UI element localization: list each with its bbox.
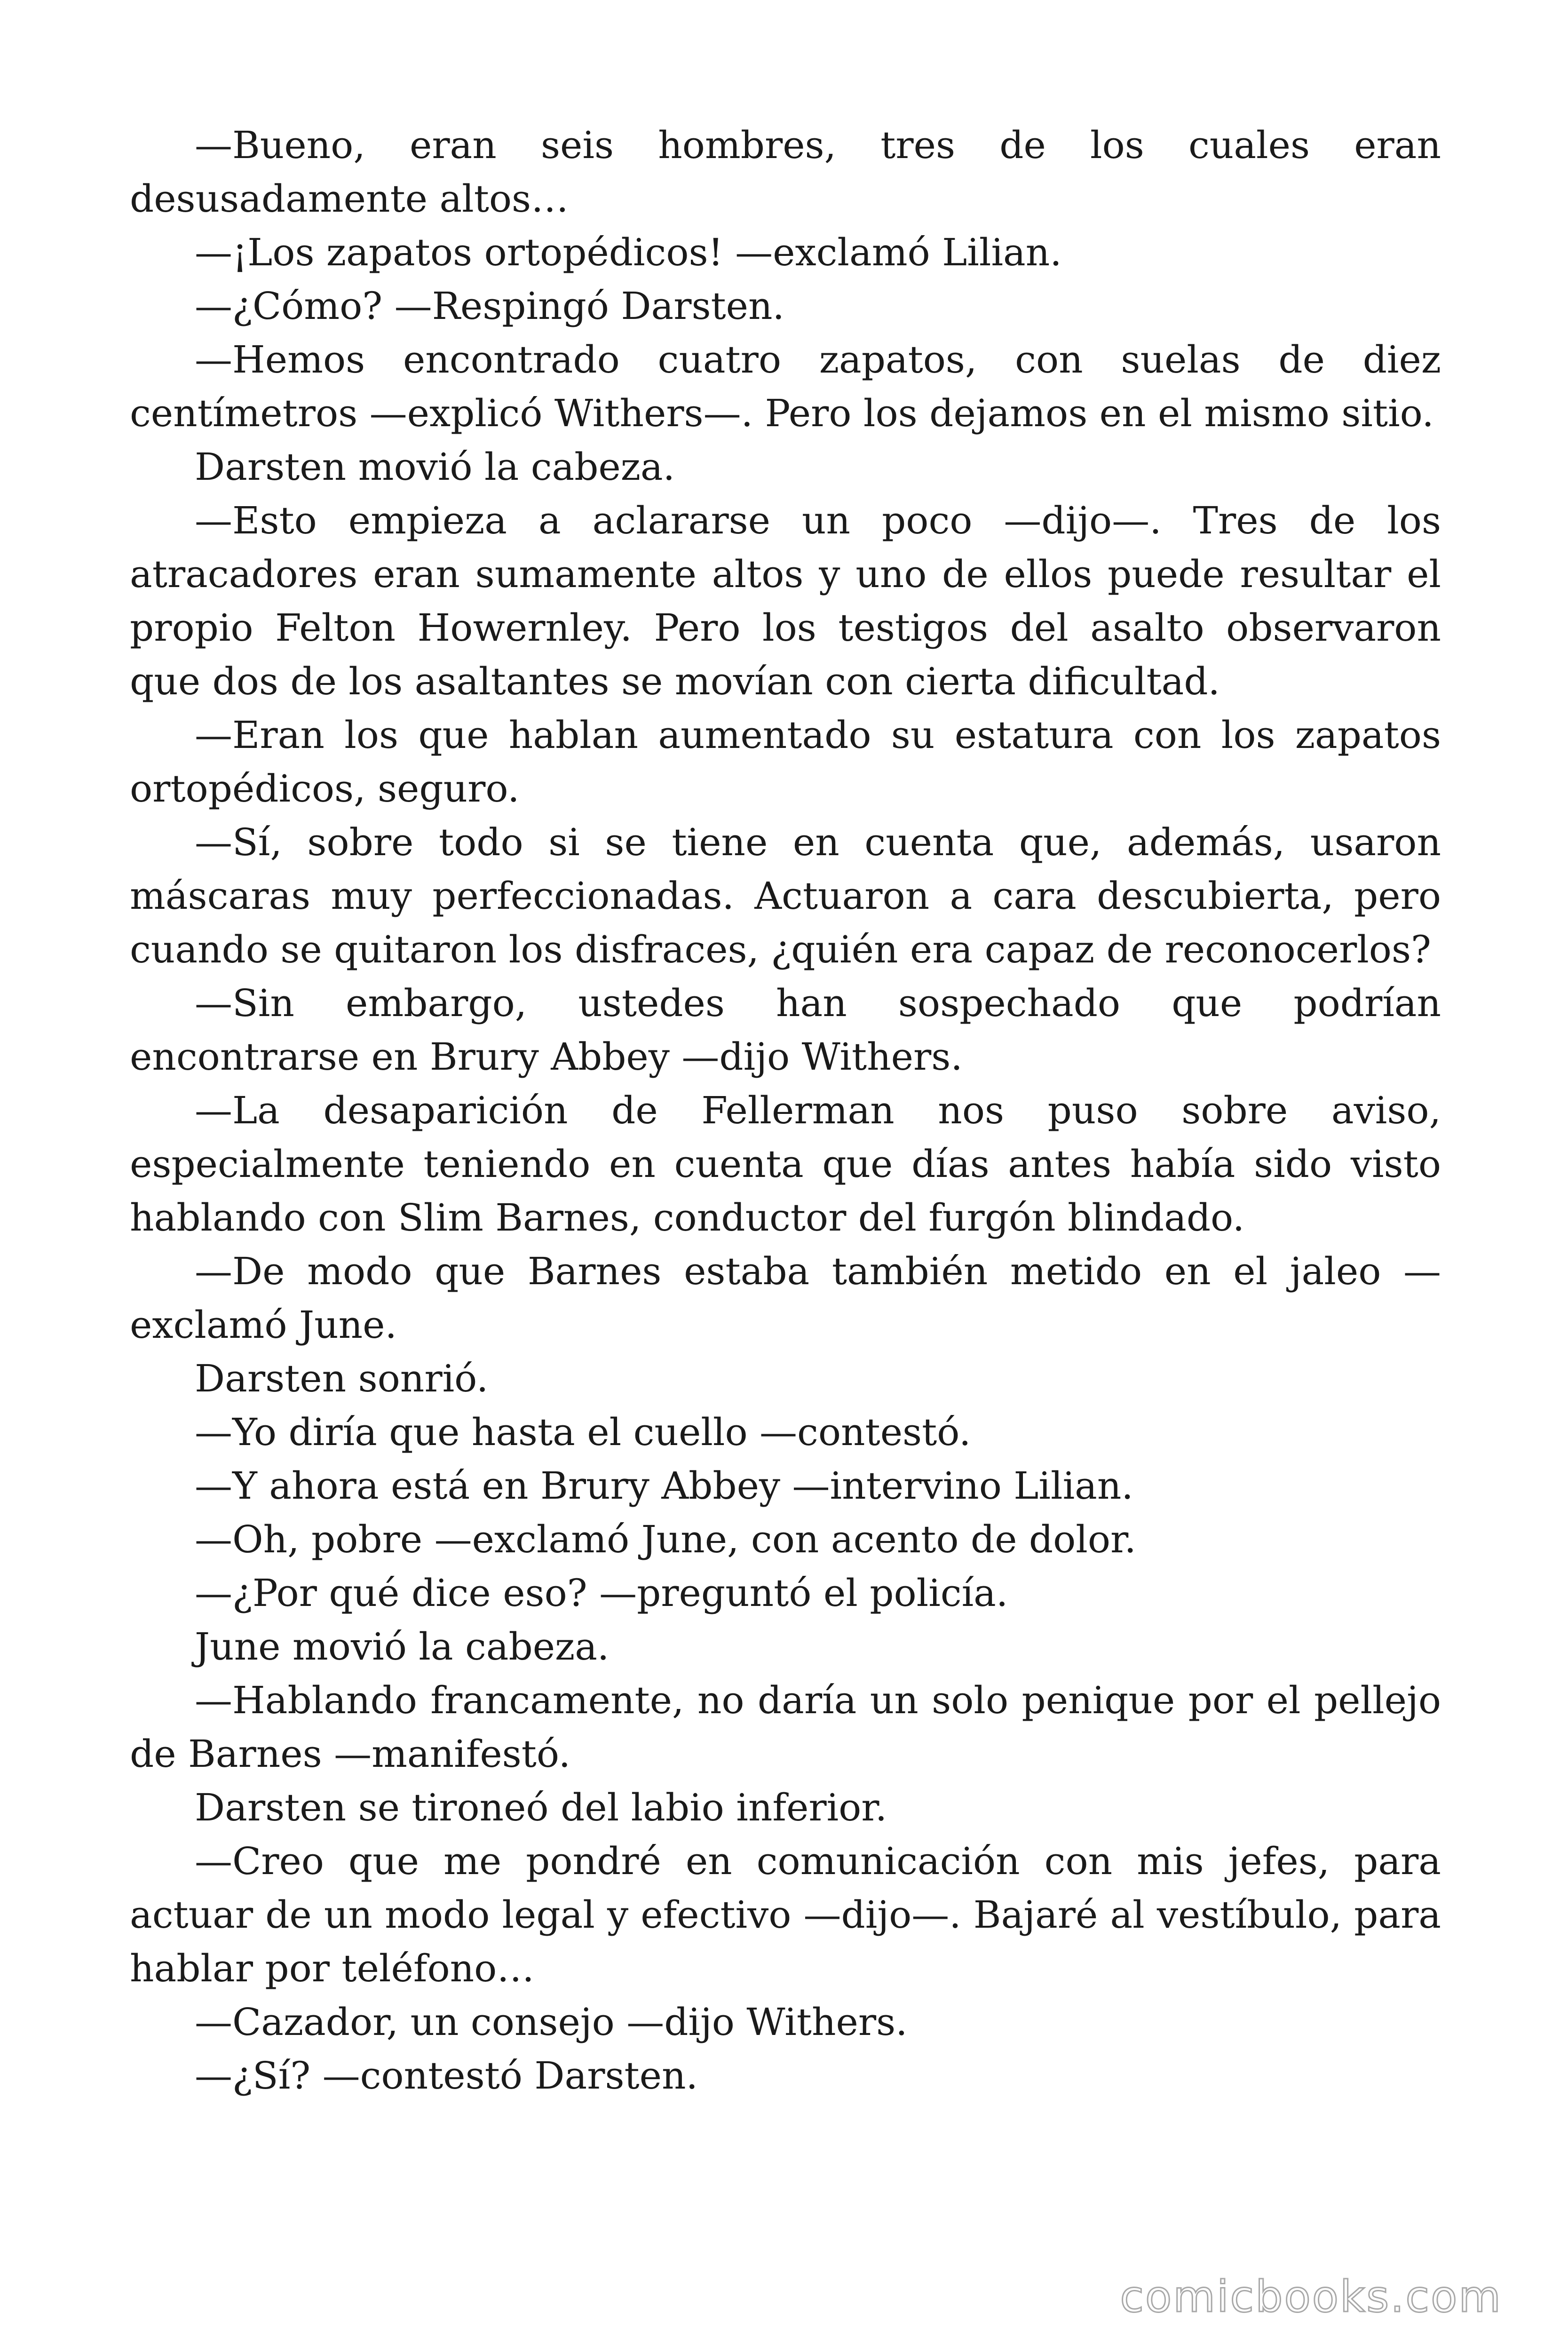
paragraph: —Cazador, un consejo —dijo Withers. [195,2000,908,2044]
paragraph: —¿Cómo? —Respingó Darsten. [195,284,784,328]
paragraph: —Sí, sobre todo si se tiene en cuenta que, además, usaron máscaras muy perfeccionadas. Actuaron a cara descubierta, pero cuando se quitaron los disfraces, ¿quién era capaz de reconocerlos? [130,820,1441,971]
paragraph: —Hablando francamente, no daría un solo penique por el pellejo de Barnes —manifestó. [130,1678,1441,1776]
paragraph: Darsten movió la cabeza. [195,445,675,489]
paragraph: —Oh, pobre —exclamó June, con acento de dolor. [195,1518,1136,1561]
watermark-logo: comicbooks.com [1120,2272,1502,2322]
paragraph: —¡Los zapatos ortopédicos! —exclamó Lilian. [195,230,1062,274]
paragraph: —Sin embargo, ustedes han sospechado que podrían encontrarse en Brury Abbey —dijo Withers. [130,981,1441,1079]
paragraph: —¿Por qué dice eso? —preguntó el policía. [195,1571,1008,1615]
paragraph: —Yo diría que hasta el cuello —contestó. [195,1410,971,1454]
paragraph: —Y ahora está en Brury Abbey —intervino Lilian. [195,1464,1133,1508]
paragraph: Darsten se tironeó del labio inferior. [195,1786,887,1829]
page-body [130,119,1441,2103]
paragraph: —De modo que Barnes estaba también metido en el jaleo —exclamó June. [130,1249,1441,1347]
paragraph: —Creo que me pondré en comunicación con mis jefes, para actuar de un modo legal y efectivo —dijo—. Bajaré al vestíbulo, para hablar por teléfono… [130,1839,1441,1990]
paragraph: —¿Sí? —contestó Darsten. [195,2054,698,2098]
paragraph: —Hemos encontrado cuatro zapatos, con suelas de diez centímetros —explicó Withers—. Pero los dejamos en el mismo sitio. [130,338,1441,435]
paragraph: —Eran los que hablan aumentado su estatura con los zapatos ortopédicos, seguro. [130,713,1441,810]
paragraph: June movió la cabeza. [195,1625,610,1669]
paragraph: —Bueno, eran seis hombres, tres de los cuales eran desusadamente altos… [130,123,1441,221]
paragraph: —La desaparición de Fellerman nos puso sobre aviso, especialmente teniendo en cuenta que días antes había sido visto hablando con Slim Barnes, conductor del furgón blindado. [130,1089,1441,1240]
paragraph: —Esto empieza a aclararse un poco —dijo—. Tres de los atracadores eran sumamente altos y uno de ellos puede resultar el propio Felton Howernley. Pero los testigos del asalto observaron que dos de los asaltantes se movían con cierta dificultad. [130,499,1441,703]
paragraph: Darsten sonrió. [195,1357,489,1400]
